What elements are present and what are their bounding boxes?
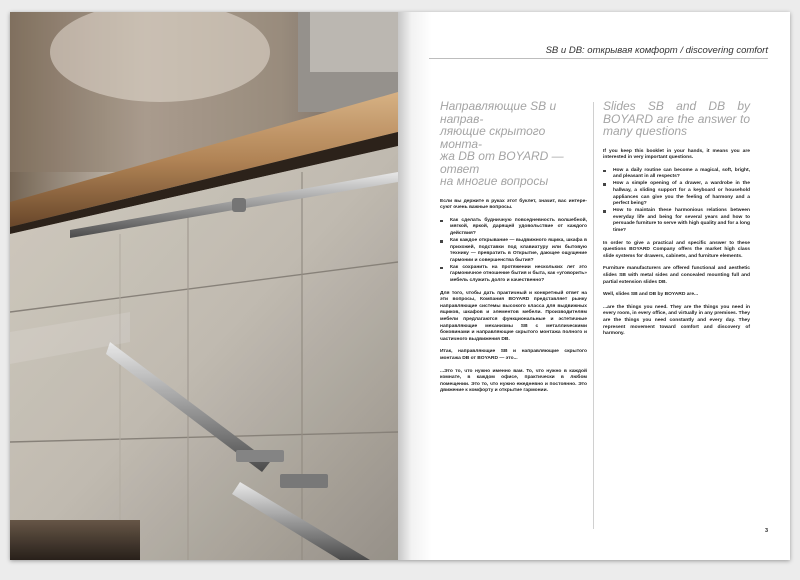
english-paragraph-4: ...are the things you need. They are the things you need in every room, in every office, and virtually in any premises. They are the things you need constantly and every day. They represent movement toward comfort and discovery of harmony. [603, 304, 750, 337]
brochure-spread [10, 12, 790, 560]
list-item: Как сохранить на протяжении нескольких лет это гармоничное отношение бытия и быта, как «уговорить» мебель служить долго и качественно? [440, 265, 587, 285]
russian-intro: Если вы держите в руках этот буклет, значит, вас интере-суют очень важные вопросы. [440, 198, 587, 211]
english-paragraph-1: In order to give a practical and specific answer to these questions BOYARD Company offers the market high class slide systems for drawers, cabinets, and furniture elements. [603, 240, 750, 259]
cabinet-handles-image [10, 12, 398, 560]
russian-title: Направляющие SB и направ- ляющие скрытого монта- жа DB от BOYARD — ответ на многие вопросы [440, 99, 564, 188]
list-item: How to maintain these harmonious relations between everyday life and being for several years and how to persuade furniture to serve with high quality and for a long time? [603, 208, 750, 234]
english-paragraph-3: Well, slides SB and DB by BOYARD are... [603, 292, 699, 298]
list-item: How a daily routine can become a magical, soft, bright, and pleasant in all respects? [603, 168, 750, 181]
english-title: Slides SB and DB by BOYARD are the answer to many questions [603, 99, 750, 138]
russian-column [440, 100, 587, 401]
russian-paragraph-1: Для того, чтобы дать практичный и конкретный ответ на эти вопросы, Компания BOYARD представляет рынку направляющие системы высокого класса для выдвижных ящиков, шкафов и элементов мебели. Производителям мебели предлагаются функциональные и эстетичные направляющие механизмы SB с металлическими боковинами и направляющие скрытого монтажа полного и частичного выдвижения DB. [440, 290, 587, 342]
kitchen-cabinet-photo [10, 12, 398, 560]
english-column [603, 100, 750, 344]
list-item: Как каждое открывание — выдвижного ящика, шкафа в прихожей, подставки под клавиатуру или бытовую технику — превратить в Открытие, дающее ощущение гармонии и совершенства бытия? [440, 238, 587, 264]
column-divider [593, 102, 594, 529]
running-header: SB и DB: открывая комфорт / discovering comfort [545, 45, 768, 56]
russian-bullet-list [440, 218, 587, 285]
page-number: 3 [764, 528, 768, 534]
russian-paragraph-3: ...Это то, что нужно именно вам. То, что нужно в каждой комнате, в каждом офисе, практически в любом помещении. Это то, что нужно ежедневно и постоянно. Это движение к комфорту и открытие гармонии. [440, 368, 587, 394]
english-bullet-list [603, 168, 750, 235]
list-item: How a simple opening of a drawer, a wardrobe in the hallway, a sliding support for a keyboard or household appliances can give you the feeling of harmony and a perfect being? [603, 181, 750, 207]
english-paragraph-2: Furniture manufacturers are offered functional and aesthetic slides SB with metal sides and concealed mounting full and partial extension slides DB. [603, 266, 750, 285]
english-intro: If you keep this booklet in your hands, it means you are interested in very important questions. [603, 148, 750, 161]
header-rule [429, 58, 768, 59]
list-item: Как сделать будничную повседневность волшебной, мягкой, яркой, дарящей удовольствие от каждого действия? [440, 218, 587, 238]
text-page [405, 12, 790, 560]
russian-paragraph-2: Итак, направляющие SB и направляющие скрытого монтажа DB от BOYARD — это... [440, 349, 587, 361]
